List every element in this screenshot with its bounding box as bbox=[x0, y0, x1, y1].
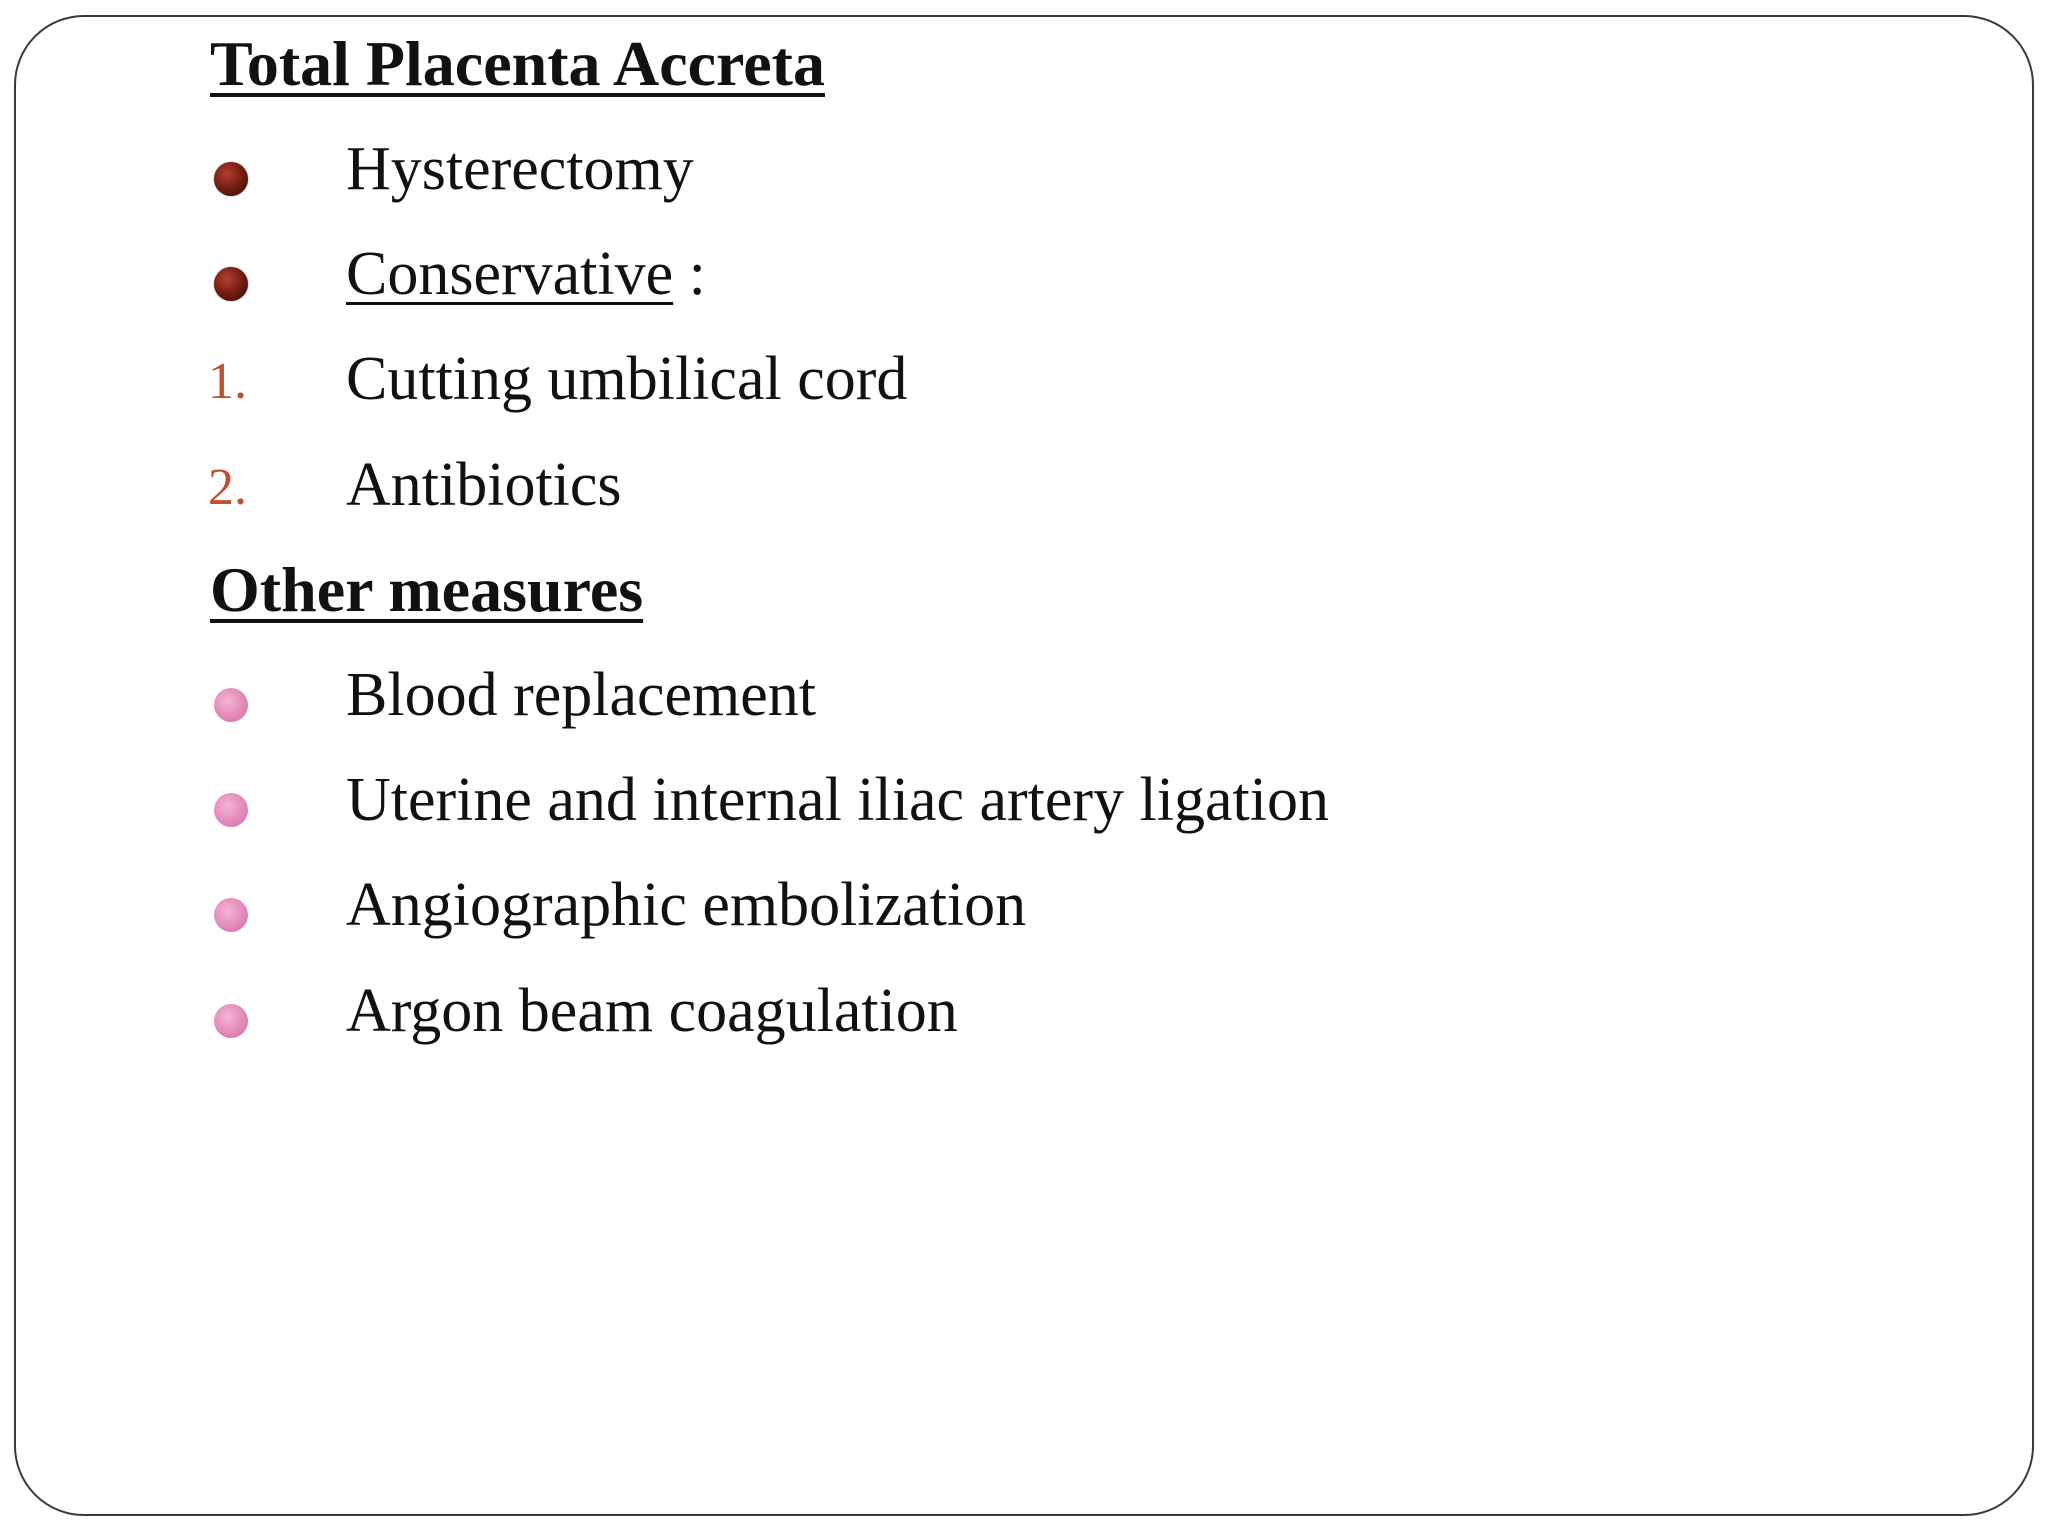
numbered-item bbox=[0, 345, 2048, 428]
item-number: 2. bbox=[208, 459, 247, 516]
list-item-label: Blood replacement bbox=[346, 661, 816, 729]
list-item bbox=[0, 977, 2048, 1060]
list-item-label: Conservative bbox=[346, 240, 674, 308]
list-item-label: Argon beam coagulation bbox=[346, 977, 958, 1045]
list-item bbox=[0, 871, 2048, 954]
heading-other-measures: Other measures bbox=[210, 554, 644, 625]
dark-round-bullet-icon bbox=[214, 267, 248, 301]
list-item bbox=[0, 661, 2048, 744]
list-item bbox=[0, 766, 2048, 849]
dark-round-bullet-icon bbox=[214, 162, 248, 196]
list-item-label-container bbox=[346, 240, 706, 308]
list-item-suffix: : bbox=[673, 240, 706, 308]
pink-round-bullet-icon bbox=[214, 793, 248, 827]
pink-round-bullet-icon bbox=[214, 1004, 248, 1038]
list-item bbox=[0, 240, 2048, 323]
numbered-item-label: Cutting umbilical cord bbox=[346, 345, 908, 413]
item-number: 1. bbox=[208, 353, 247, 410]
list-item bbox=[0, 135, 2048, 218]
heading-total-placenta-accreta: Total Placenta Accreta bbox=[210, 28, 825, 99]
list-item-label: Uterine and internal iliac artery ligation bbox=[346, 766, 1329, 834]
numbered-item bbox=[0, 451, 2048, 534]
numbered-item-label: Antibiotics bbox=[346, 451, 622, 519]
list-item-label: Hysterectomy bbox=[346, 135, 694, 203]
list-item-label: Angiographic embolization bbox=[346, 871, 1027, 939]
pink-round-bullet-icon bbox=[214, 688, 248, 722]
pink-round-bullet-icon bbox=[214, 898, 248, 932]
